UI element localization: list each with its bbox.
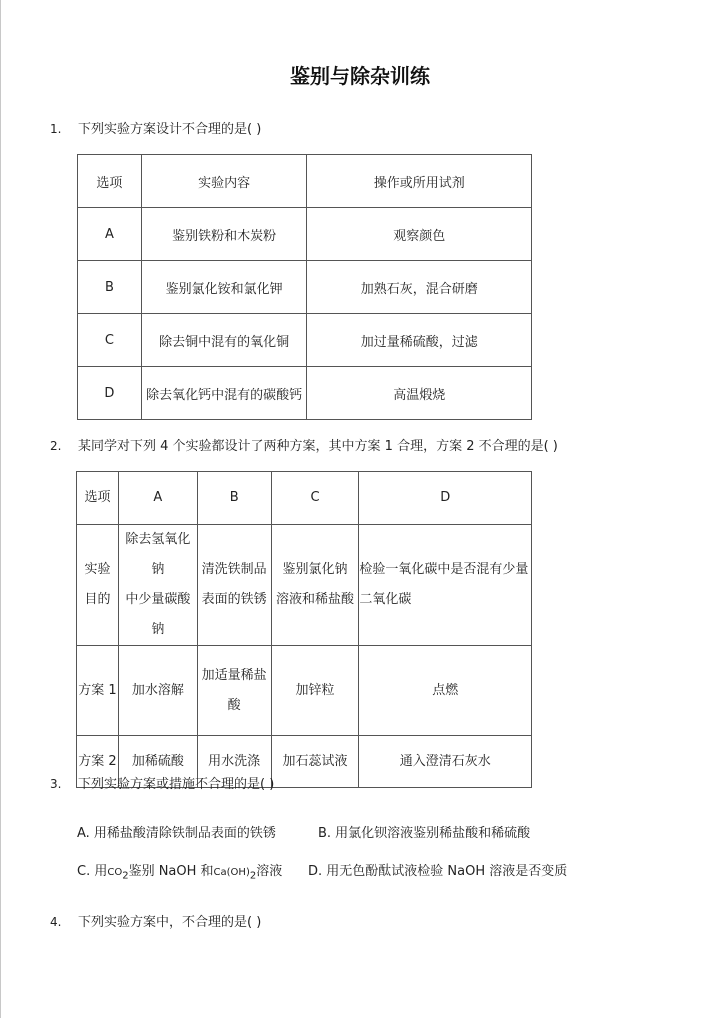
question-4-text: 下列实验方案中，不合理的是( ) xyxy=(78,915,262,930)
question-3 xyxy=(50,773,274,792)
purpose-line: 中少量碳酸钠 xyxy=(125,592,191,637)
header-cell: A xyxy=(118,472,197,525)
content-cell: 鉴别氯化铵和氯化钾 xyxy=(141,261,307,314)
content-cell: 除去氧化钙中混有的碳酸钙 xyxy=(141,367,307,420)
purpose-label-line: 实验 xyxy=(84,562,111,577)
plan-cell: 加稀硫酸 xyxy=(118,736,197,788)
purpose-line: 除去氢氧化钠 xyxy=(125,532,191,577)
purpose-cell xyxy=(359,525,532,646)
plan-cell: 加水溶解 xyxy=(118,646,197,736)
question-1-table xyxy=(77,154,532,420)
reagent-cell: 加过量稀硫酸，过滤 xyxy=(307,314,532,367)
option-d: D. 用无色酚酞试液检验 NaOH 溶液是否变质 xyxy=(308,864,568,879)
reagent-cell: 高温煅烧 xyxy=(307,367,532,420)
purpose-line: 清洗铁制品 xyxy=(201,562,267,577)
formula-subscript: 2 xyxy=(122,870,129,882)
question-1-text: 下列实验方案设计不合理的是( ) xyxy=(78,122,262,137)
purpose-line: 表面的铁锈 xyxy=(201,592,267,607)
table-header-row xyxy=(78,155,532,208)
question-1-number: 1. xyxy=(50,122,62,136)
reagent-cell: 加熟石灰，混合研磨 xyxy=(307,261,532,314)
purpose-cell xyxy=(118,525,197,646)
purpose-label-cell xyxy=(77,525,119,646)
content-cell: 除去铜中混有的氧化铜 xyxy=(141,314,307,367)
plan-cell: 加锌粒 xyxy=(271,646,359,736)
table-row xyxy=(78,208,532,261)
option-cell: A xyxy=(78,208,142,261)
header-cell: 选项 xyxy=(77,472,119,525)
purpose-cell xyxy=(271,525,359,646)
option-cell: D xyxy=(78,367,142,420)
plan-line: 加适量稀盐 xyxy=(201,667,267,683)
option-a: A. 用稀盐酸清除铁制品表面的铁锈 xyxy=(77,826,276,841)
question-2-text: 某同学对下列 4 个实验都设计了两种方案，其中方案 1 合理，方案 2 不合理的是( ) xyxy=(78,439,558,454)
reagent-cell: 观察颜色 xyxy=(307,208,532,261)
option-cell: B xyxy=(78,261,142,314)
plan-cell: 用水洗涤 xyxy=(197,736,271,788)
formula-subscript: 2 xyxy=(249,870,257,882)
purpose-label-line: 目的 xyxy=(84,592,111,607)
content-cell: 鉴别铁粉和木炭粉 xyxy=(141,208,307,261)
formula-co: CO xyxy=(107,867,123,878)
page-left-edge xyxy=(0,0,1,1018)
option-cell: C xyxy=(78,314,142,367)
plan-label-cell: 方案 2 xyxy=(77,736,119,788)
option-c xyxy=(77,860,282,882)
plan-cell: 点燃 xyxy=(359,646,532,736)
question-2 xyxy=(50,435,558,454)
option-c-part: C. 用 xyxy=(77,864,108,879)
header-cell: 实验内容 xyxy=(141,155,307,208)
header-cell: 选项 xyxy=(78,155,142,208)
plan-cell xyxy=(197,646,271,736)
header-cell: B xyxy=(197,472,271,525)
purpose-line: 检验一氧化碳中是否混有少量 xyxy=(359,562,529,577)
header-cell: 操作或所用试剂 xyxy=(307,155,532,208)
option-c-part: 鉴别 NaOH 和 xyxy=(128,864,214,879)
header-cell: D xyxy=(359,472,532,525)
table-row xyxy=(78,314,532,367)
purpose-line: 二氧化碳 xyxy=(359,592,412,607)
table-row xyxy=(78,261,532,314)
question-2-table xyxy=(76,471,532,788)
table-row xyxy=(77,525,532,646)
option-c-part: 溶液 xyxy=(256,864,283,879)
formula-caoh: Ca(OH) xyxy=(213,867,250,878)
question-1 xyxy=(50,118,261,137)
plan-label-cell: 方案 1 xyxy=(77,646,119,736)
question-4 xyxy=(50,911,261,930)
table-row xyxy=(77,646,532,736)
purpose-line: 溶液和稀盐酸 xyxy=(275,592,354,607)
purpose-cell xyxy=(197,525,271,646)
question-3-text: 下列实验方案或措施不合理的是( ) xyxy=(78,777,275,792)
plan-cell: 加石蕊试液 xyxy=(271,736,359,788)
purpose-line: 鉴别氯化钠 xyxy=(282,562,348,577)
header-cell: C xyxy=(271,472,359,525)
table-row xyxy=(78,367,532,420)
question-3-number: 3. xyxy=(50,777,62,791)
question-2-number: 2. xyxy=(50,439,62,453)
question-4-number: 4. xyxy=(50,915,62,929)
plan-cell: 通入澄清石灰水 xyxy=(359,736,532,788)
option-b: B. 用氯化钡溶液鉴别稀盐酸和稀硫酸 xyxy=(318,826,531,841)
plan-line: 酸 xyxy=(227,697,241,713)
page-title: 鉴别与除杂训练 xyxy=(290,64,430,88)
table-header-row xyxy=(77,472,532,525)
